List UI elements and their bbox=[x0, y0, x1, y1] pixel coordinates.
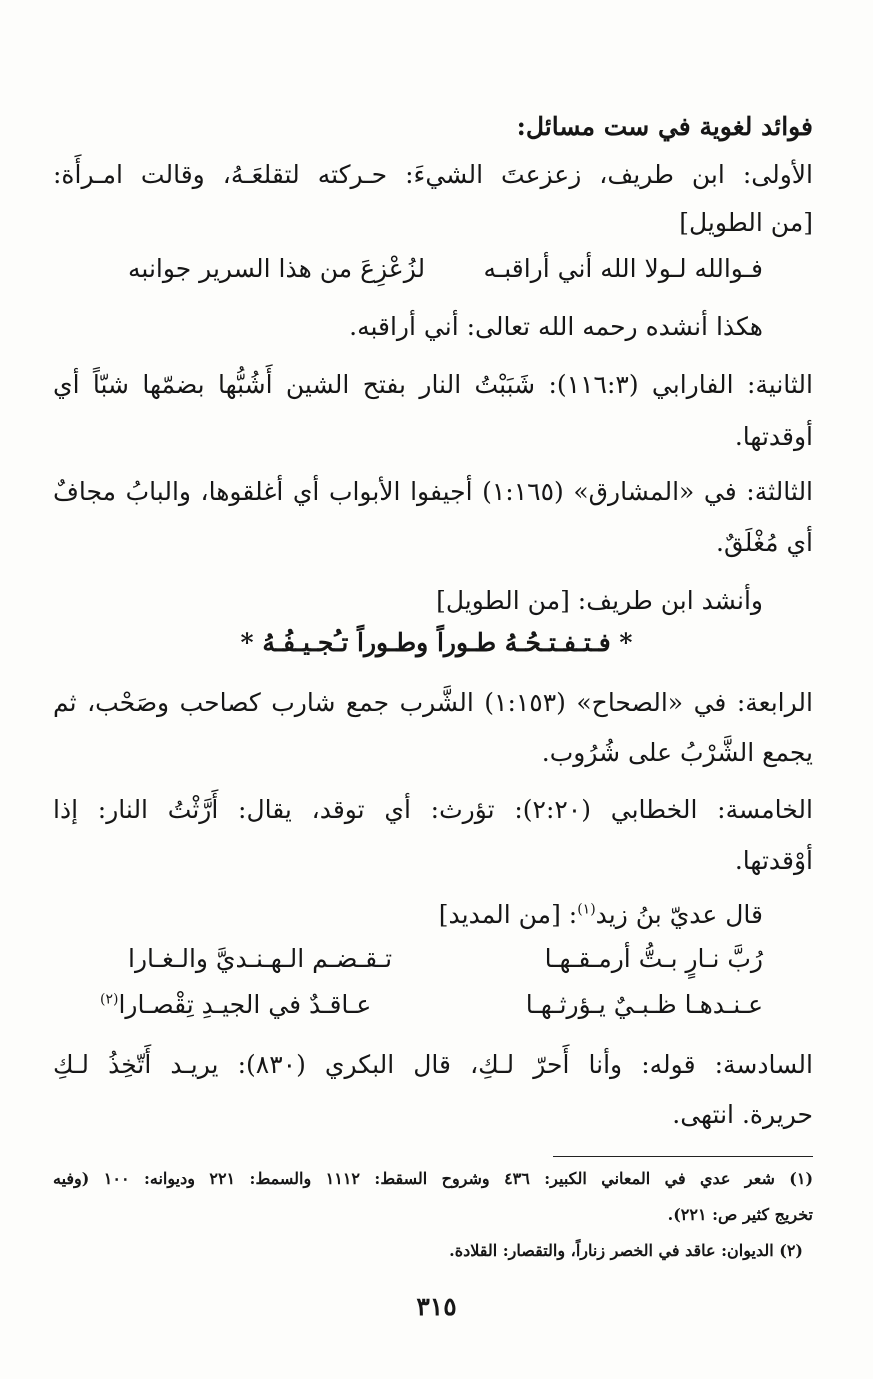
footnote-2: (٢) الديوان: عاقد في الخصر زناراً، والتقصار: القلادة. bbox=[449, 1241, 803, 1260]
verse-third-single: * فـتـفـتـحُـهُ طـوراً وطـوراً تـُجـيـفُـهُ * bbox=[240, 628, 633, 657]
paragraph-fifth-line-2: أوْقدتها. bbox=[734, 846, 813, 875]
poet-intro: قال عديّ بنُ زيد bbox=[595, 900, 763, 929]
paragraph-third-line-1: الثالثة: في «المشارق» (١:١٦٥) أجيفوا الأبواب أي أغلقوها، والبابُ مجافٌ bbox=[53, 477, 814, 506]
meter-label-madid: : [من المديد] bbox=[438, 900, 578, 929]
paragraph-third-line-2: أي مُغْلَقٌ. bbox=[716, 528, 813, 557]
verse-fifth-line-2-right: عـنـدهـا ظـبـيٌ يـؤرثـهـا bbox=[525, 990, 763, 1019]
footnote-1-line-1: (١) شعر عدي في المعاني الكبير: ٤٣٦ وشروح السقط: ١١١٢ والسمط: ٢٢١ وديوانه: ١٠٠ (وفيه bbox=[53, 1169, 814, 1188]
footnote-marker-1: (١) bbox=[577, 901, 596, 918]
paragraph-second-line-2: أوقدتها. bbox=[734, 422, 813, 451]
page-number: ٣١٥ bbox=[416, 1292, 457, 1321]
section-heading: فوائد لغوية في ست مسائل: bbox=[516, 112, 813, 141]
verse-first-hemistich-left: لزُعْزِعَ من هذا السرير جوانبه bbox=[128, 254, 426, 283]
paragraph-sixth-line-1: السادسة: قوله: وأنا أَحرّ لـكِ، قال البكري (٨٣٠): يريـد أَتّخِذُ لـكِ bbox=[53, 1050, 813, 1079]
paragraph-fifth-line-3 bbox=[3, 900, 763, 930]
paragraph-first-note: هكذا أنشده رحمه الله تعالى: أني أراقبه. bbox=[349, 312, 763, 341]
verse-fifth-line-1-left: تـقـضـم الـهـنـديَّ والـغـارا bbox=[128, 944, 393, 973]
footnote-separator bbox=[553, 1156, 813, 1157]
paragraph-fifth-line-1: الخامسة: الخطابي (٢:٢٠): تؤرث: أي توقد، يقال: أَرَّثْتُ النار: إذا bbox=[53, 795, 813, 824]
meter-label-tawil: [من الطويل] bbox=[679, 208, 813, 237]
verse-fifth-line-2-left-wrap bbox=[100, 990, 371, 1019]
paragraph-fourth-line-1: الرابعة: في «الصحاح» (١:١٥٣) الشَّرب جمع شارب كصاحب وصَحْب، ثم bbox=[53, 688, 813, 717]
paragraph-first-line-1: الأولى: ابن طريف، زعزعتَ الشيءَ: حـركته لتقلعَـهُ، وقالت امـرأَة: bbox=[53, 160, 813, 189]
verse-first-hemistich-right: فـوالله لـولا الله أني أراقبـه bbox=[483, 254, 763, 283]
paragraph-third-line-3: وأنشد ابن طريف: [من الطويل] bbox=[436, 586, 763, 615]
verse-fifth-line-1-right: رُبَّ نـارٍ بـتُّ أرمـقـهـا bbox=[544, 944, 763, 973]
verse-fifth-line-2-left: عـاقـدٌ في الجيـدِ تِقْصـارا bbox=[118, 990, 372, 1019]
footnote-marker-2: (٢) bbox=[100, 991, 119, 1008]
paragraph-second-line-1: الثانية: الفارابي (١١٦:٣): شَبَبْتُ النار بفتح الشين أَشُبُّها بضمّها شبّاً أي bbox=[53, 370, 813, 399]
paragraph-sixth-line-2: حريرة. انتهى. bbox=[672, 1100, 813, 1129]
paragraph-fourth-line-2: يجمع الشَّرْبُ على شُرُوب. bbox=[541, 738, 813, 767]
footnote-1-line-2: تخريج كثير ص: ٢٢١). bbox=[667, 1205, 813, 1224]
